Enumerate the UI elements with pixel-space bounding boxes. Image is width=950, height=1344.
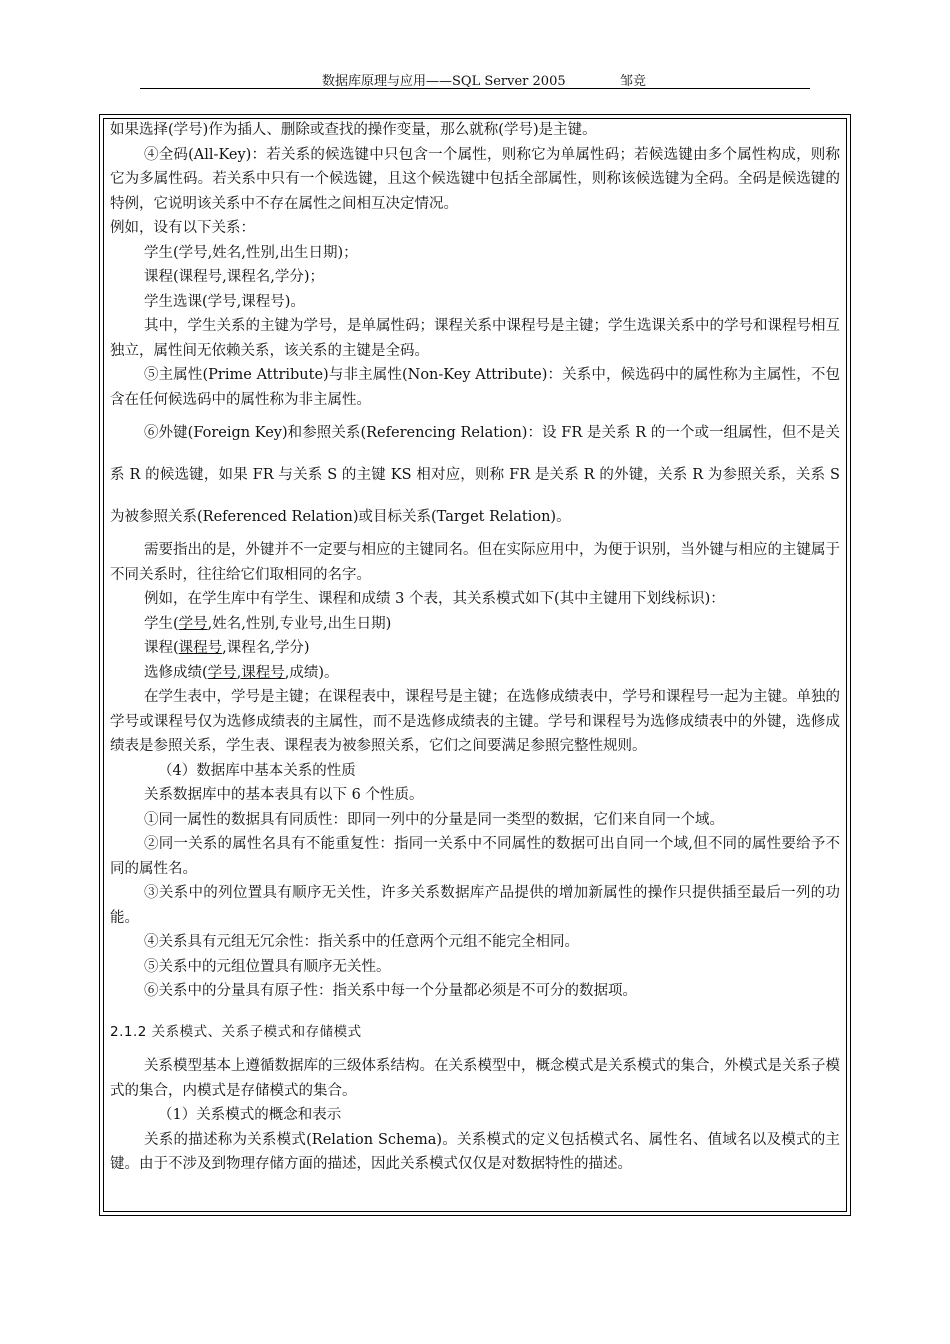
paragraph: ④全码(All-Key)：若关系的候选键中只包含一个属性，则称它为单属性码；若候选键由多个属性构成，则称它为多属性码。若关系中只有一个候选键，且这个候选键中包括全部属性，则称该候选键为全码。全码是候选键的特例，它说明该关系中不存在属性之间相互决定情况。	[110, 146, 840, 212]
subheading: （1）关系模式的概念和表示	[158, 1107, 342, 1123]
schema-text: 课程(	[144, 640, 179, 656]
list-item: ④关系具有元组无冗余性：指关系中的任意两个元组不能完全相同。	[144, 934, 579, 950]
paragraph: 关系模型基本上遵循数据库的三级体系结构。在关系模型中，概念模式是关系模式的集合，外模式是关系子模式的集合，内模式是存储模式的集合。	[110, 1058, 840, 1099]
list-item: ⑥关系中的分量具有原子性：指关系中每一个分量都必须是不可分的数据项。	[144, 983, 637, 999]
schema-text: ,课程名,学分)	[222, 640, 310, 656]
paragraph: 在学生表中，学号是主键；在课程表中，课程号是主键；在选修成绩表中，学号和课程号一起为主键。单独的学号或课程号仅为选修成绩表的主属性，而不是选修成绩表的主键。学号和课程号为选修成绩表中的外键，选修成绩表是参照关系，学生表、课程表为被参照关系，它们之间要满足参照完整性规则。	[110, 689, 840, 754]
section-heading: 2.1.2 关系模式、关系子模式和存储模式	[110, 1023, 362, 1040]
relation-line: 学生选课(学号,课程号)。	[144, 293, 305, 310]
paragraph: 其中，学生关系的主键为学号，是单属性码；课程关系中课程号是主键；学生选课关系中的学号和课程号相互独立，属性间无依赖关系，该关系的主键是全码。	[110, 318, 840, 359]
schema-course	[110, 636, 840, 661]
paragraph: 需要指出的是，外键并不一定要与相应的主键同名。但在实际应用中，为便于识别，当外键与相应的主键属于不同关系时，往往给它们取相同的名字。	[110, 542, 840, 583]
paragraph: 例如，设有以下关系：	[110, 220, 255, 236]
subheading: （4）数据库中基本关系的性质	[158, 762, 356, 779]
primary-key-underlined: 学号	[207, 664, 237, 681]
primary-key-separator: ,	[236, 664, 242, 681]
schema-text: ,姓名,性别,专业号,出生日期)	[207, 615, 392, 632]
schema-text: 学生(	[144, 615, 179, 632]
schema-text: 选修成绩(	[144, 664, 208, 681]
relation-line: 学生(学号,姓名,性别,出生日期)；	[144, 244, 358, 261]
primary-key-underlined: 课程号	[178, 640, 223, 656]
schema-student	[110, 612, 840, 637]
paragraph: 关系数据库中的基本表具有以下 6 个性质。	[144, 787, 424, 803]
paragraph-foreign-key: ⑥外键(Foreign Key)和参照关系(Referencing Relation)：设 FR 是关系 R 的一个或一组属性，但不是关系 R 的候选键，如果 FR 与关系 S 的主键 KS 相对应，则称 FR 是关系 R 的外键，关系 R 为参照关系，关系 S 为被参照关系(Referenced Relation)或目标关系(Target Relation)。	[110, 425, 840, 525]
schema-text: ,成绩)。	[284, 664, 339, 681]
list-item: ②同一关系的属性名具有不能重复性：指同一关系中不同属性的数据可出自同一个域,但不同的属性要给予不同的属性名。	[110, 836, 840, 877]
paragraph: ⑤主属性(Prime Attribute)与非主属性(Non-Key Attribute)：关系中，候选码中的属性称为主属性，不包含在任何候选码中的属性称为非主属性。	[110, 367, 840, 408]
relation-line: 课程(课程号,课程名,学分)；	[144, 269, 325, 285]
list-item: ①同一属性的数据具有同质性：即同一列中的分量是同一类型的数据，它们来自同一个域。	[144, 811, 724, 828]
paragraph: 如果选择(学号)作为插人、删除或查找的操作变量，那么就称(学号)是主键。	[110, 122, 597, 138]
book-title: 数据库原理与应用——SQL Server 2005	[322, 74, 566, 89]
primary-key-underlined: 学号	[178, 615, 208, 632]
schema-grades	[110, 661, 840, 686]
page-header	[140, 66, 810, 89]
page-content	[110, 118, 840, 1177]
list-item: ③关系中的列位置具有顺序无关性，许多关系数据库产品提供的增加新属性的操作只提供插至最后一列的功能。	[110, 885, 840, 926]
paragraph: 例如，在学生库中有学生、课程和成绩 3 个表，其关系模式如下(其中主键用下划线标识)：	[144, 591, 725, 607]
list-item: ⑤关系中的元组位置具有顺序无关性。	[144, 958, 391, 975]
author-name: 邹竞	[620, 74, 647, 89]
primary-key-underlined: 课程号	[241, 664, 285, 681]
paragraph: 关系的描述称为关系模式(Relation Schema)。关系模式的定义包括模式名、属性名、值域名以及模式的主键。由于不涉及到物理存储方面的描述，因此关系模式仅仅是对数据特性的描述。	[110, 1131, 840, 1172]
